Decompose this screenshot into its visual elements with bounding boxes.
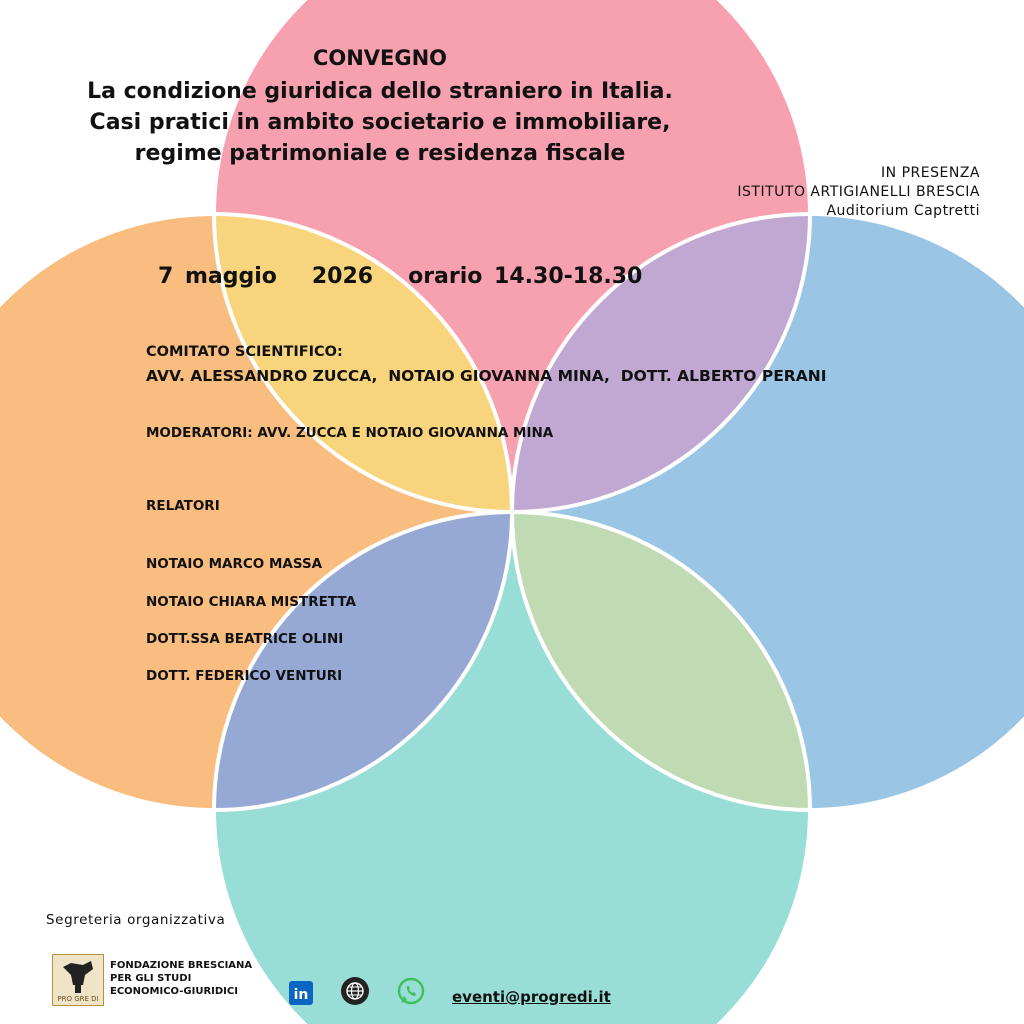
email-link[interactable]: eventi@progredi.it	[452, 988, 611, 1006]
title-line: regime patrimoniale e residenza fiscale	[134, 141, 626, 166]
whatsapp-icon[interactable]	[396, 976, 426, 1006]
event-date-time: 7 maggio 2026 orario 14.30-18.30	[158, 264, 643, 289]
comitato-members: AVV. ALESSANDRO ZUCCA, NOTAIO GIOVANNA MINA, DOTT. ALBERTO PERANI	[146, 367, 827, 385]
foundation-line: PER GLI STUDI	[110, 973, 192, 984]
linkedin-icon[interactable]	[288, 980, 314, 1006]
svg-text:in: in	[293, 987, 309, 1003]
speaker-name: DOTT.SSA BEATRICE OLINI	[146, 631, 344, 647]
venue-block	[640, 164, 980, 221]
event-type-heading: CONVEGNO	[312, 46, 448, 70]
speaker-name: NOTAIO MARCO MASSA	[146, 556, 323, 572]
title-line: La condizione giuridica dello straniero in Italia.	[87, 79, 673, 104]
segreteria-label: Segreteria organizzativa	[46, 912, 226, 928]
venue-room: Auditorium Captretti	[826, 203, 980, 219]
comitato-label: COMITATO SCIENTIFICO:	[146, 344, 343, 360]
venue-mode: IN PRESENZA	[881, 165, 980, 181]
svg-text:PRO GRE DI: PRO GRE DI	[57, 995, 99, 1003]
title-line: Casi pratici in ambito societario e immobiliare,	[89, 110, 671, 135]
foundation-name	[110, 959, 260, 998]
speaker-name: DOTT. FEDERICO VENTURI	[146, 668, 343, 684]
foundation-line: FONDAZIONE BRESCIANA	[110, 960, 253, 971]
moderatori: MODERATORI: AVV. ZUCCA E NOTAIO GIOVANNA MINA	[146, 425, 554, 441]
globe-icon[interactable]	[340, 976, 370, 1006]
event-title	[0, 76, 760, 169]
foundation-line: ECONOMICO-GIURIDICI	[110, 986, 238, 997]
foundation-logo-mark	[53, 955, 103, 1005]
foundation-logo	[52, 954, 104, 1006]
speaker-name: NOTAIO CHIARA MISTRETTA	[146, 594, 356, 610]
venue-place: ISTITUTO ARTIGIANELLI BRESCIA	[737, 184, 980, 200]
relatori-label: RELATORI	[146, 498, 220, 514]
